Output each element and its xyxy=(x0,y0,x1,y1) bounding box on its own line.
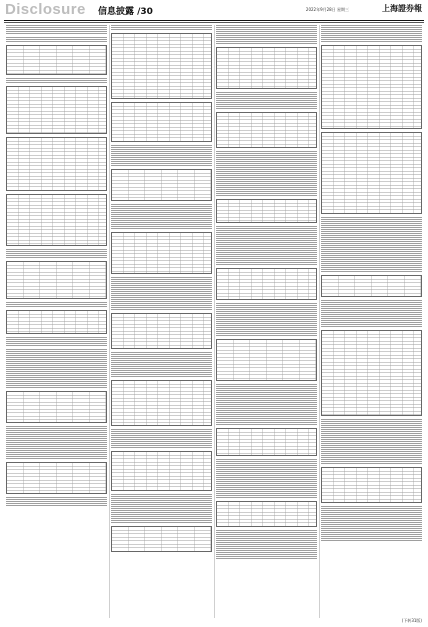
text-block xyxy=(111,429,212,449)
data-table xyxy=(6,391,107,423)
column-divider xyxy=(214,25,215,618)
data-table xyxy=(6,462,107,494)
data-table xyxy=(321,132,422,214)
data-table xyxy=(216,47,317,89)
text-block xyxy=(6,78,107,84)
data-table xyxy=(111,33,212,99)
text-column-1 xyxy=(6,25,107,618)
text-block xyxy=(6,249,107,259)
text-block xyxy=(321,506,422,542)
text-block xyxy=(6,497,107,507)
masthead xyxy=(0,0,428,20)
text-block xyxy=(111,494,212,524)
data-table xyxy=(111,313,212,349)
section-brand-logo: Disclosure xyxy=(5,1,86,18)
text-block xyxy=(6,37,107,43)
data-table xyxy=(216,268,317,300)
text-column-4 xyxy=(321,25,422,618)
text-block xyxy=(216,25,317,45)
text-block xyxy=(111,352,212,378)
text-block xyxy=(216,151,317,197)
data-table xyxy=(6,137,107,191)
data-table xyxy=(6,310,107,334)
masthead-thin-rule xyxy=(4,22,424,23)
text-block xyxy=(6,25,107,35)
data-table xyxy=(6,261,107,299)
masthead-rule xyxy=(4,20,424,21)
text-block xyxy=(321,419,422,465)
data-table xyxy=(6,194,107,246)
text-block xyxy=(321,25,422,43)
continuation-marker: (下转31版) xyxy=(401,618,422,623)
text-column-3 xyxy=(216,25,317,618)
text-block xyxy=(6,426,107,460)
newspaper-nameplate: 上海證券報 xyxy=(382,3,422,13)
text-block xyxy=(216,384,317,426)
data-table xyxy=(216,428,317,456)
text-block xyxy=(216,459,317,499)
text-column-2 xyxy=(111,25,212,618)
data-table xyxy=(321,330,422,416)
data-table xyxy=(321,275,422,297)
data-table xyxy=(216,339,317,381)
text-block xyxy=(321,300,422,328)
data-table xyxy=(111,232,212,274)
data-table xyxy=(111,380,212,426)
text-block xyxy=(111,277,212,311)
text-block xyxy=(216,92,317,110)
text-block xyxy=(111,25,212,31)
section-title: 信息披露 /30 xyxy=(98,7,153,17)
text-block xyxy=(216,303,317,337)
issue-date: 2022年9月28日 星期三 xyxy=(305,7,349,12)
column-divider xyxy=(109,25,110,618)
data-table xyxy=(111,102,212,142)
data-table xyxy=(6,45,107,75)
text-block xyxy=(321,217,422,273)
data-table xyxy=(216,112,317,148)
text-block xyxy=(111,145,212,167)
data-table xyxy=(6,86,107,134)
data-table xyxy=(111,451,212,491)
text-block xyxy=(216,226,317,266)
data-table xyxy=(111,526,212,552)
column-divider xyxy=(319,25,320,618)
data-table xyxy=(216,501,317,527)
text-block xyxy=(6,349,107,389)
text-block xyxy=(216,530,317,560)
text-block xyxy=(111,204,212,230)
data-table xyxy=(321,467,422,503)
data-table xyxy=(111,169,212,201)
text-block xyxy=(6,337,107,347)
data-table xyxy=(216,199,317,223)
text-block xyxy=(6,302,107,308)
data-table xyxy=(321,45,422,129)
